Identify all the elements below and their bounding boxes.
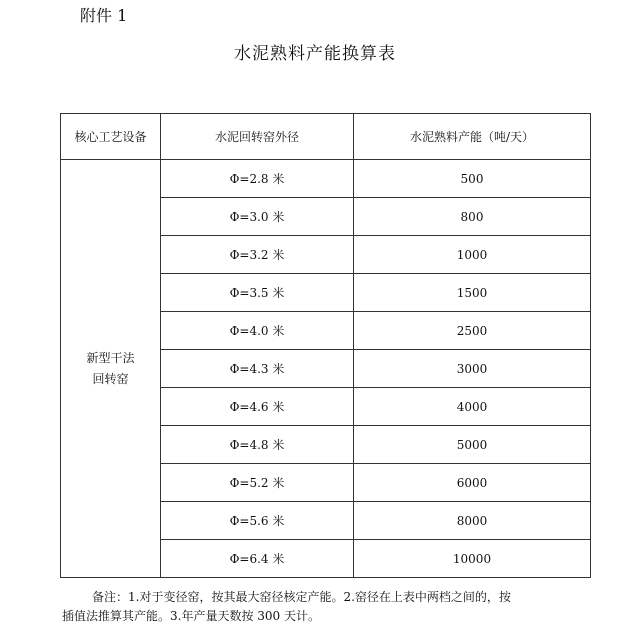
diameter-cell: Φ=4.0 米 xyxy=(161,312,354,350)
capacity-cell: 800 xyxy=(354,198,591,236)
capacity-cell: 10000 xyxy=(354,540,591,578)
header-clinker-capacity: 水泥熟料产能（吨/天） xyxy=(354,114,591,160)
diameter-cell: Φ=4.8 米 xyxy=(161,426,354,464)
diameter-cell: Φ=3.0 米 xyxy=(161,198,354,236)
footnote-line-1: 备注：1.对于变径窑，按其最大窑径核定产能。2.窑径在上表中两档之间的，按 xyxy=(92,590,511,604)
capacity-cell: 4000 xyxy=(354,388,591,426)
footnote xyxy=(60,588,600,626)
footnote-line-2: 插值法推算其产能。3.年产量天数按 300 天计。 xyxy=(62,609,320,623)
table-body xyxy=(61,160,591,578)
equipment-line-2: 回转窑 xyxy=(92,371,129,386)
attachment-label: 附件 1 xyxy=(80,6,128,25)
capacity-cell: 500 xyxy=(354,160,591,198)
capacity-cell: 1500 xyxy=(354,274,591,312)
equipment-line-1: 新型干法 xyxy=(86,350,135,365)
header-equipment: 核心工艺设备 xyxy=(61,114,161,160)
diameter-cell: Φ=4.6 米 xyxy=(161,388,354,426)
diameter-cell: Φ=6.4 米 xyxy=(161,540,354,578)
header-kiln-diameter: 水泥回转窑外径 xyxy=(161,114,354,160)
table-row xyxy=(61,160,591,198)
equipment-cell xyxy=(61,160,161,578)
capacity-cell: 1000 xyxy=(354,236,591,274)
page-title: 水泥熟料产能换算表 xyxy=(234,44,396,64)
diameter-cell: Φ=5.2 米 xyxy=(161,464,354,502)
capacity-cell: 2500 xyxy=(354,312,591,350)
capacity-cell: 3000 xyxy=(354,350,591,388)
table-header-row xyxy=(61,114,591,160)
diameter-cell: Φ=5.6 米 xyxy=(161,502,354,540)
diameter-cell: Φ=2.8 米 xyxy=(161,160,354,198)
diameter-cell: Φ=3.2 米 xyxy=(161,236,354,274)
capacity-cell: 6000 xyxy=(354,464,591,502)
diameter-cell: Φ=4.3 米 xyxy=(161,350,354,388)
capacity-cell: 5000 xyxy=(354,426,591,464)
capacity-cell: 8000 xyxy=(354,502,591,540)
capacity-conversion-table xyxy=(60,113,591,578)
diameter-cell: Φ=3.5 米 xyxy=(161,274,354,312)
